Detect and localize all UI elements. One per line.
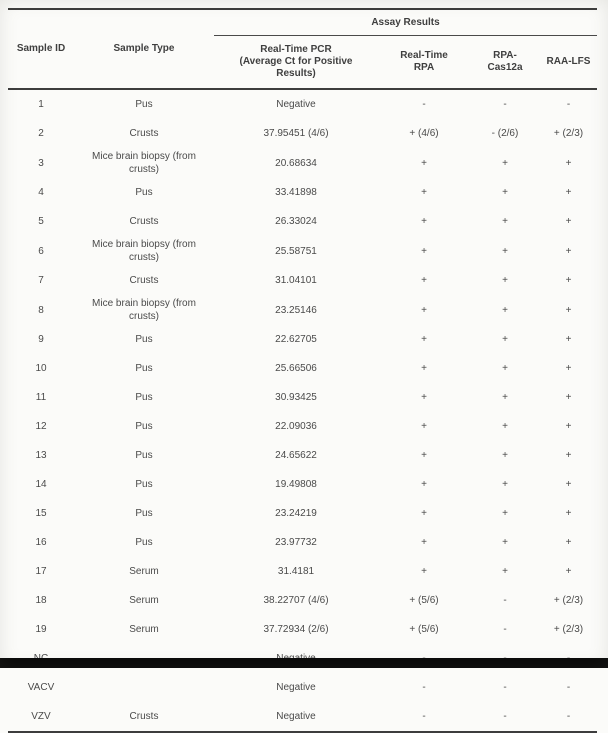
table-row — [8, 499, 597, 528]
cell-lfs: - — [566, 99, 571, 110]
table-row — [8, 383, 597, 412]
cell-type: Serum — [129, 624, 159, 635]
cell-cas: + — [502, 245, 508, 257]
cell-pcr: 33.41898 — [275, 187, 317, 198]
cell-pcr: 20.68634 — [275, 157, 317, 169]
cell-pcr: 25.66506 — [275, 363, 317, 374]
header-line: Real-Time — [400, 50, 448, 61]
cell-type — [74, 673, 214, 702]
table-row — [8, 470, 597, 499]
table-header — [8, 9, 597, 89]
cell-id: 8 — [38, 304, 44, 316]
cell-rpa: + — [421, 508, 427, 519]
cell-type: Pus — [135, 508, 153, 519]
header-line: Real-Time PCR — [260, 44, 332, 55]
table-row — [8, 325, 597, 354]
cell-id: 14 — [35, 479, 47, 490]
table-row — [8, 148, 597, 178]
cell-rpa: + — [421, 537, 427, 548]
cell-id: 6 — [38, 245, 44, 257]
cell-rpa: + (4/6) — [409, 128, 439, 139]
table-row — [8, 266, 597, 295]
table-row — [8, 236, 597, 266]
header-group-row — [8, 9, 597, 36]
cell-rpa: + (5/6) — [409, 624, 439, 635]
column-header-sample-type: Sample Type — [74, 9, 214, 89]
cell-pcr: 23.97732 — [275, 537, 317, 548]
table-row — [8, 89, 597, 119]
cell-id: 18 — [35, 595, 47, 606]
bottom-edge-bar — [0, 658, 608, 668]
cell-lfs: + — [565, 157, 572, 169]
cell-rpa: - — [422, 99, 426, 110]
column-header-real-time-rpa — [378, 36, 470, 90]
cell-cas: + — [502, 421, 508, 432]
cell-type: Pus — [135, 450, 153, 461]
cell-type: Serum — [129, 595, 159, 606]
cell-pcr: 19.49808 — [275, 479, 317, 490]
table-row — [8, 412, 597, 441]
cell-lfs: + — [565, 187, 572, 198]
table-row — [8, 586, 597, 615]
cell-type: Mice brain biopsy (from crusts) — [92, 239, 196, 263]
cell-pcr: 22.62705 — [275, 334, 317, 345]
cell-type: Pus — [135, 99, 153, 110]
cell-cas: - — [503, 99, 507, 110]
cell-cas: + — [502, 157, 508, 169]
cell-type: Pus — [135, 421, 153, 432]
cell-lfs: + — [565, 566, 572, 577]
cell-pcr: 23.25146 — [275, 304, 317, 316]
cell-pcr: 37.72934 (2/6) — [263, 624, 329, 635]
cell-lfs: + — [565, 479, 572, 490]
cell-type: Mice brain biopsy (from crusts) — [92, 151, 196, 175]
cell-cas: + — [502, 275, 508, 286]
cell-type: Crusts — [129, 128, 159, 139]
cell-cas: + — [502, 187, 508, 198]
cell-rpa: + — [421, 566, 427, 577]
cell-rpa: + — [421, 216, 427, 227]
cell-type: Pus — [135, 479, 153, 490]
cell-id: 2 — [38, 128, 44, 139]
cell-lfs: + — [565, 537, 572, 548]
table-row — [8, 178, 597, 207]
cell-id: 19 — [35, 624, 47, 635]
table-row — [8, 615, 597, 644]
table-row — [8, 119, 597, 148]
cell-pcr: 26.33024 — [275, 216, 317, 227]
cell-cas: + — [502, 392, 508, 403]
cell-rpa: + — [421, 304, 427, 316]
cell-cas: - (2/6) — [491, 128, 519, 139]
cell-id: 9 — [38, 334, 44, 345]
cell-id: 4 — [38, 187, 44, 198]
cell-type: Serum — [129, 566, 159, 577]
table-row — [8, 354, 597, 383]
cell-type: Crusts — [129, 216, 159, 227]
header-line: RPA- — [493, 50, 517, 61]
cell-lfs: + — [565, 304, 572, 316]
cell-id: VZV — [31, 711, 51, 722]
cell-cas: - — [503, 682, 507, 693]
cell-pcr: 38.22707 (4/6) — [263, 595, 329, 606]
cell-type: Pus — [135, 392, 153, 403]
cell-lfs: + — [565, 508, 572, 519]
table-row — [8, 557, 597, 586]
cell-rpa: + (5/6) — [409, 595, 439, 606]
cell-type: Pus — [135, 187, 153, 198]
cell-rpa: - — [422, 711, 426, 722]
cell-pcr: 31.4181 — [277, 566, 315, 577]
cell-id: 17 — [35, 566, 47, 577]
header-line: RPA — [413, 62, 435, 73]
table-row — [8, 673, 597, 702]
cell-rpa: - — [422, 682, 426, 693]
cell-cas: + — [502, 363, 508, 374]
cell-cas: - — [503, 595, 507, 606]
cell-cas: - — [503, 624, 507, 635]
cell-rpa: + — [421, 245, 427, 257]
cell-pcr: Negative — [276, 711, 316, 722]
cell-cas: - — [503, 711, 507, 722]
table-body — [8, 89, 597, 732]
cell-pcr: Negative — [276, 99, 316, 110]
cell-pcr: 22.09036 — [275, 421, 317, 432]
cell-lfs: - — [566, 682, 571, 693]
cell-cas: + — [502, 304, 508, 316]
cell-lfs: + (2/3) — [553, 128, 584, 139]
cell-lfs: + — [565, 450, 572, 461]
cell-cas: + — [502, 479, 508, 490]
cell-lfs: + — [565, 216, 572, 227]
table-row — [8, 702, 597, 732]
cell-pcr: 37.95451 (4/6) — [263, 128, 329, 139]
column-header-raa-lfs: RAA-LFS — [540, 36, 597, 90]
header-line: (Average Ct for Positive — [239, 56, 353, 67]
cell-type: Pus — [135, 537, 153, 548]
cell-pcr: 30.93425 — [275, 392, 317, 403]
cell-id: VACV — [27, 682, 55, 693]
cell-pcr: 25.58751 — [275, 245, 317, 257]
cell-type: Pus — [135, 334, 153, 345]
cell-cas: + — [502, 537, 508, 548]
cell-id: 16 — [35, 537, 47, 548]
cell-lfs: + (2/3) — [553, 624, 584, 635]
cell-id: 13 — [35, 450, 47, 461]
cell-id: 1 — [38, 99, 44, 110]
column-group-header-assay-results: Assay Results — [214, 9, 597, 36]
cell-rpa: + — [421, 392, 427, 403]
cell-type: Mice brain biopsy (from crusts) — [92, 298, 196, 322]
cell-id: 3 — [38, 157, 44, 169]
cell-rpa: + — [421, 334, 427, 345]
header-line: Results) — [276, 68, 316, 79]
cell-id: 15 — [35, 508, 47, 519]
cell-id: 7 — [38, 275, 44, 286]
cell-lfs: + — [565, 275, 572, 286]
cell-id: 10 — [35, 363, 47, 374]
cell-rpa: + — [421, 479, 427, 490]
cell-cas: + — [502, 450, 508, 461]
table-row — [8, 528, 597, 557]
cell-type: Pus — [135, 363, 153, 374]
cell-lfs: + — [565, 245, 572, 257]
column-header-rpa-cas12a — [470, 36, 540, 90]
cell-rpa: + — [421, 275, 427, 286]
cell-pcr: Negative — [276, 682, 316, 693]
cell-type: Crusts — [129, 275, 159, 286]
table-row — [8, 207, 597, 236]
cell-id: 11 — [35, 392, 47, 403]
cell-lfs: + (2/3) — [553, 595, 584, 606]
cell-lfs: + — [565, 334, 572, 345]
cell-type: Crusts — [129, 711, 159, 722]
cell-rpa: + — [421, 187, 427, 198]
table-row — [8, 441, 597, 470]
cell-lfs: + — [565, 421, 572, 432]
cell-rpa: + — [421, 421, 427, 432]
cell-cas: + — [502, 566, 508, 577]
cell-pcr: 31.04101 — [275, 275, 317, 286]
table-row — [8, 295, 597, 325]
cell-lfs: + — [565, 363, 572, 374]
cell-lfs: - — [566, 711, 571, 722]
cell-id: 12 — [35, 421, 47, 432]
cell-cas: + — [502, 216, 508, 227]
header-line: Cas12a — [487, 62, 523, 73]
cell-pcr: 24.65622 — [275, 450, 317, 461]
cell-cas: + — [502, 334, 508, 345]
cell-pcr: 23.24219 — [275, 508, 317, 519]
cell-id: 5 — [38, 216, 44, 227]
column-header-sample-id: Sample ID — [8, 9, 74, 89]
cell-rpa: + — [421, 157, 427, 169]
cell-lfs: + — [565, 392, 572, 403]
cell-rpa: + — [421, 363, 427, 374]
cell-cas: + — [502, 508, 508, 519]
cell-rpa: + — [421, 450, 427, 461]
assay-results-table — [8, 8, 597, 733]
column-header-real-time-pcr — [214, 36, 378, 90]
